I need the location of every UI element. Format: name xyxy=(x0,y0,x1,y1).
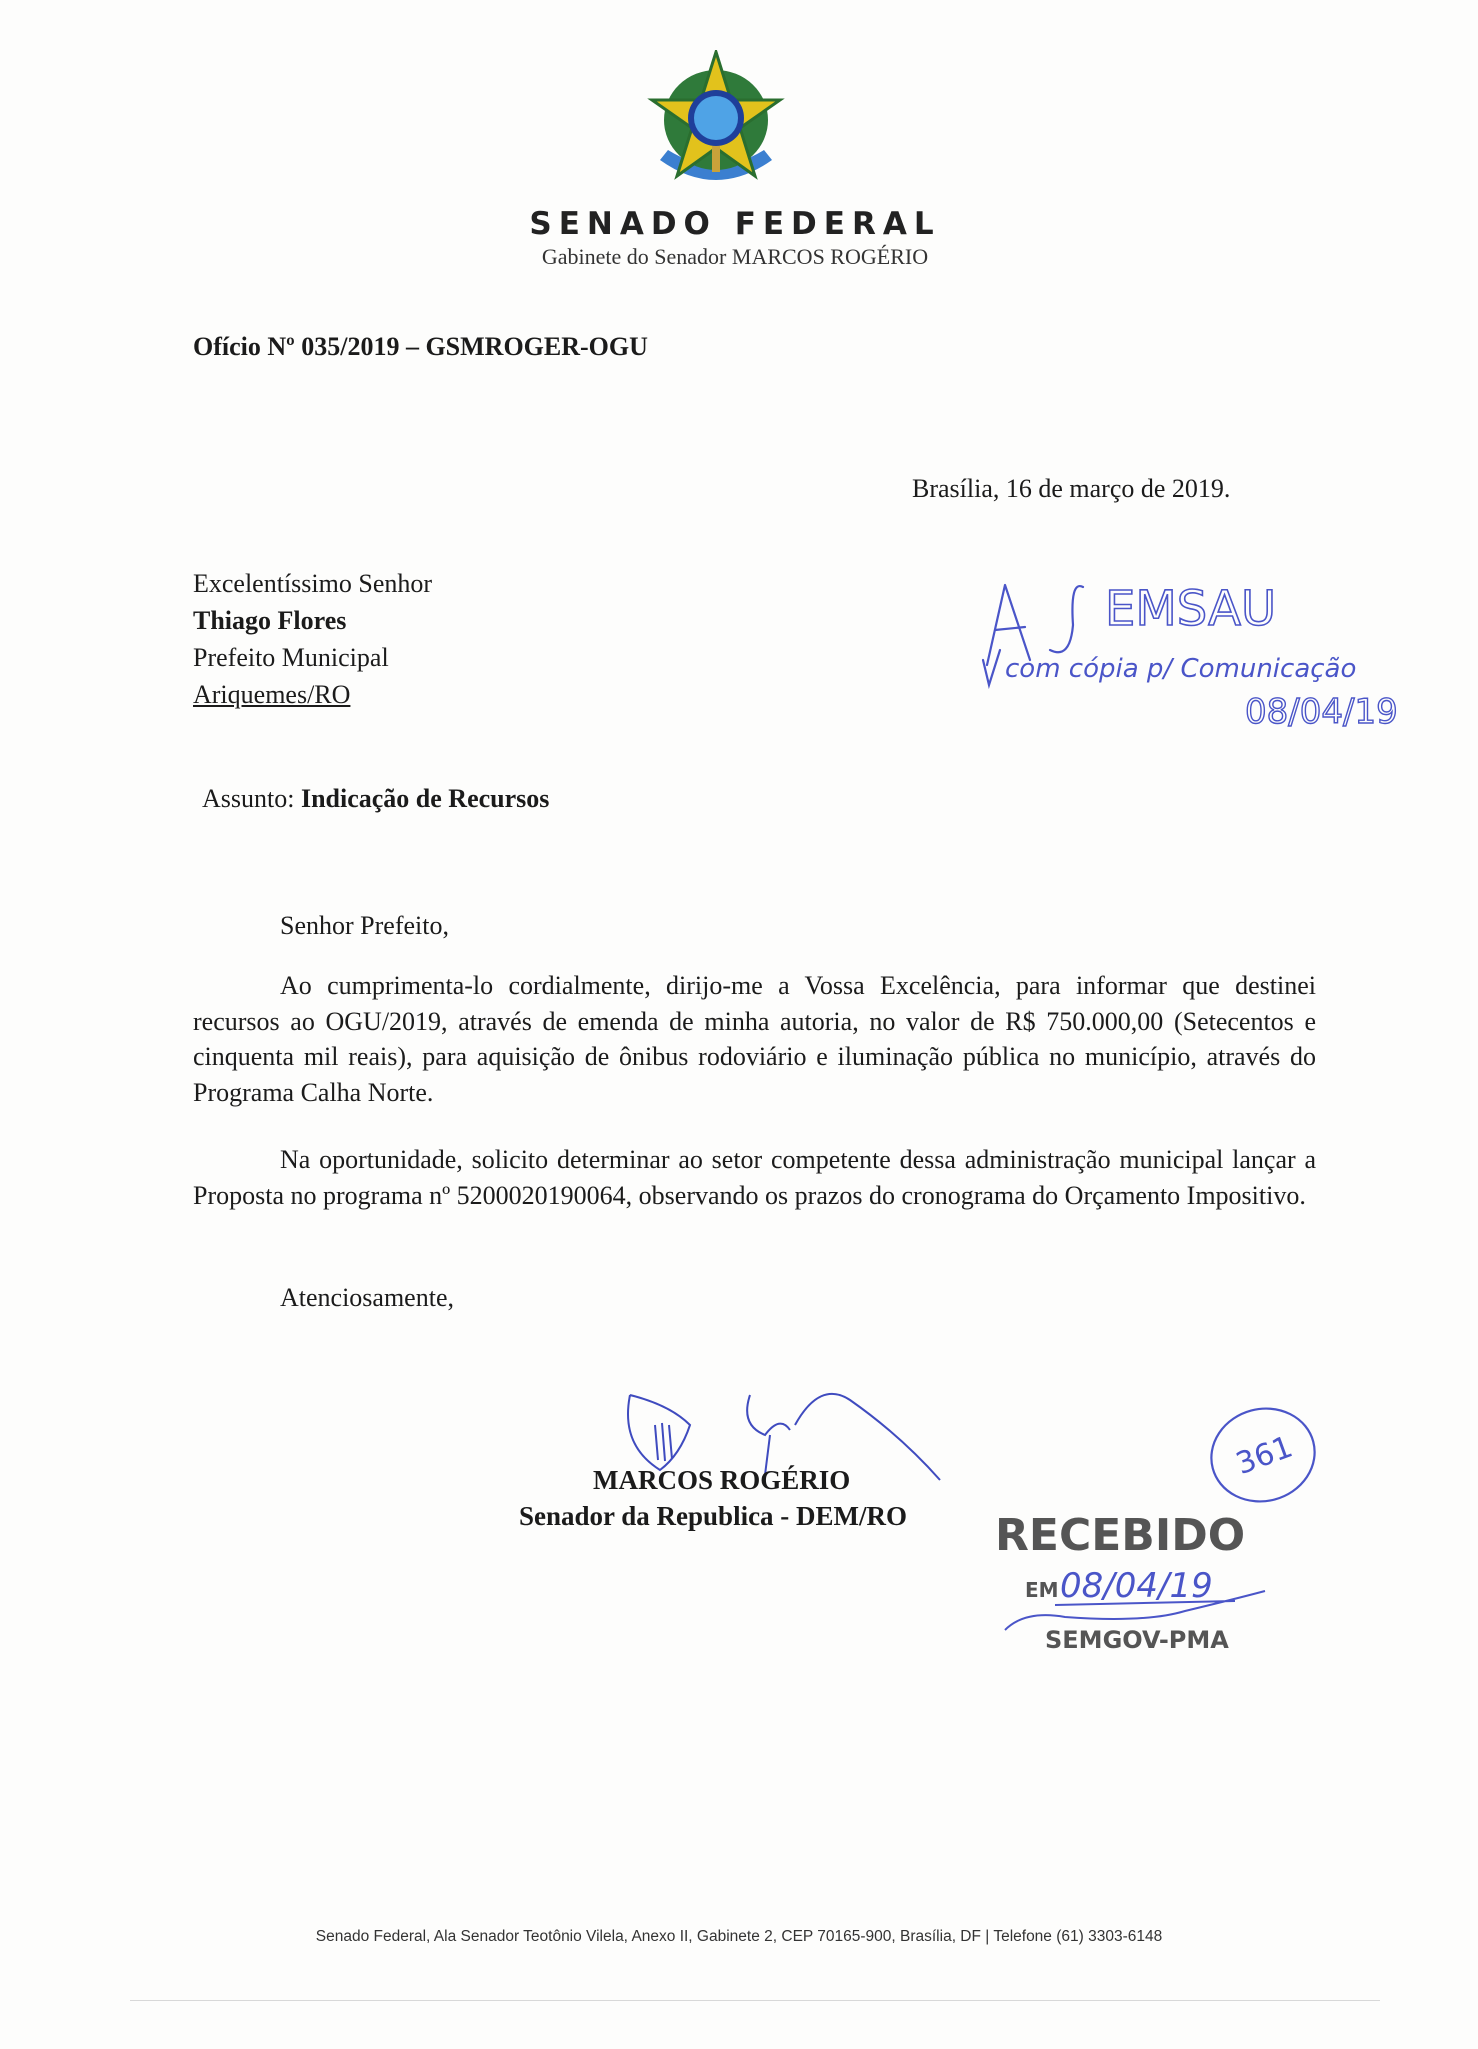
recipient-salutation: Excelentíssimo Senhor xyxy=(193,569,433,598)
document-reference: Ofício Nº 035/2019 – GSMROGER-OGU xyxy=(193,332,648,361)
note-copy-line: com cópia p/ Comunicação xyxy=(1005,654,1357,684)
stamp-date-prefix: EM xyxy=(1025,1578,1059,1602)
closing: Atenciosamente, xyxy=(280,1283,454,1312)
date-line: Brasília, 16 de março de 2019. xyxy=(912,474,1231,503)
body-paragraph: Ao cumprimenta-lo cordialmente, dirijo-me a Vossa Excelência, para informar que destinei recursos ao OGU/2019, através de emenda de minha autoria, no valor de R$ 750.000,00 (Setecentos e cinquenta mil reais), para aquisição de ônibus rodoviário e iluminação pública no município, através do Programa Calha Norte. xyxy=(193,971,1316,1107)
recipient-name: Thiago Flores xyxy=(193,606,347,635)
recipient-location: Ariquemes/RO xyxy=(193,680,351,709)
received-stamp xyxy=(985,1405,1335,1655)
office-name: Gabinete do Senador MARCOS ROGÉRIO xyxy=(541,244,929,269)
stamp-department: SEMGOV-PMA xyxy=(1045,1626,1229,1654)
coat-of-arms-emblem xyxy=(640,50,792,192)
institution-name: SENADO FEDERAL xyxy=(529,206,941,242)
footer-divider xyxy=(130,2000,1380,2001)
subject-label: Assunto: xyxy=(202,784,295,813)
greeting: Senhor Prefeito, xyxy=(280,911,449,940)
body-paragraph: Na oportunidade, solicito determinar ao setor competente dessa administração municipal lançar a Proposta no programa nº 5200020190064, observando os prazos do cronograma do Orçamento Impositivo. xyxy=(193,1145,1316,1210)
svg-text:EMSAU: EMSAU xyxy=(1105,581,1277,637)
handwritten-note xyxy=(975,565,1425,730)
stamp-date: 08/04/19 xyxy=(1060,1566,1213,1606)
stamp-page-number: 361 xyxy=(1231,1429,1298,1482)
note-date: 08/04/19 xyxy=(1245,692,1398,730)
signatory-name: MARCOS ROGÉRIO xyxy=(593,1465,851,1495)
recipient-title: Prefeito Municipal xyxy=(193,643,389,672)
stamp-title: RECEBIDO xyxy=(995,1510,1246,1561)
subject-line xyxy=(202,784,549,814)
subject-value: Indicação de Recursos xyxy=(300,784,550,813)
signatory-role: Senador da Republica - DEM/RO xyxy=(519,1501,908,1531)
footer-address: Senado Federal, Ala Senador Teotônio Vilela, Anexo II, Gabinete 2, CEP 70165-900, Brasília, DF | Telefone (61) 3303-6148 xyxy=(315,1928,1163,1945)
